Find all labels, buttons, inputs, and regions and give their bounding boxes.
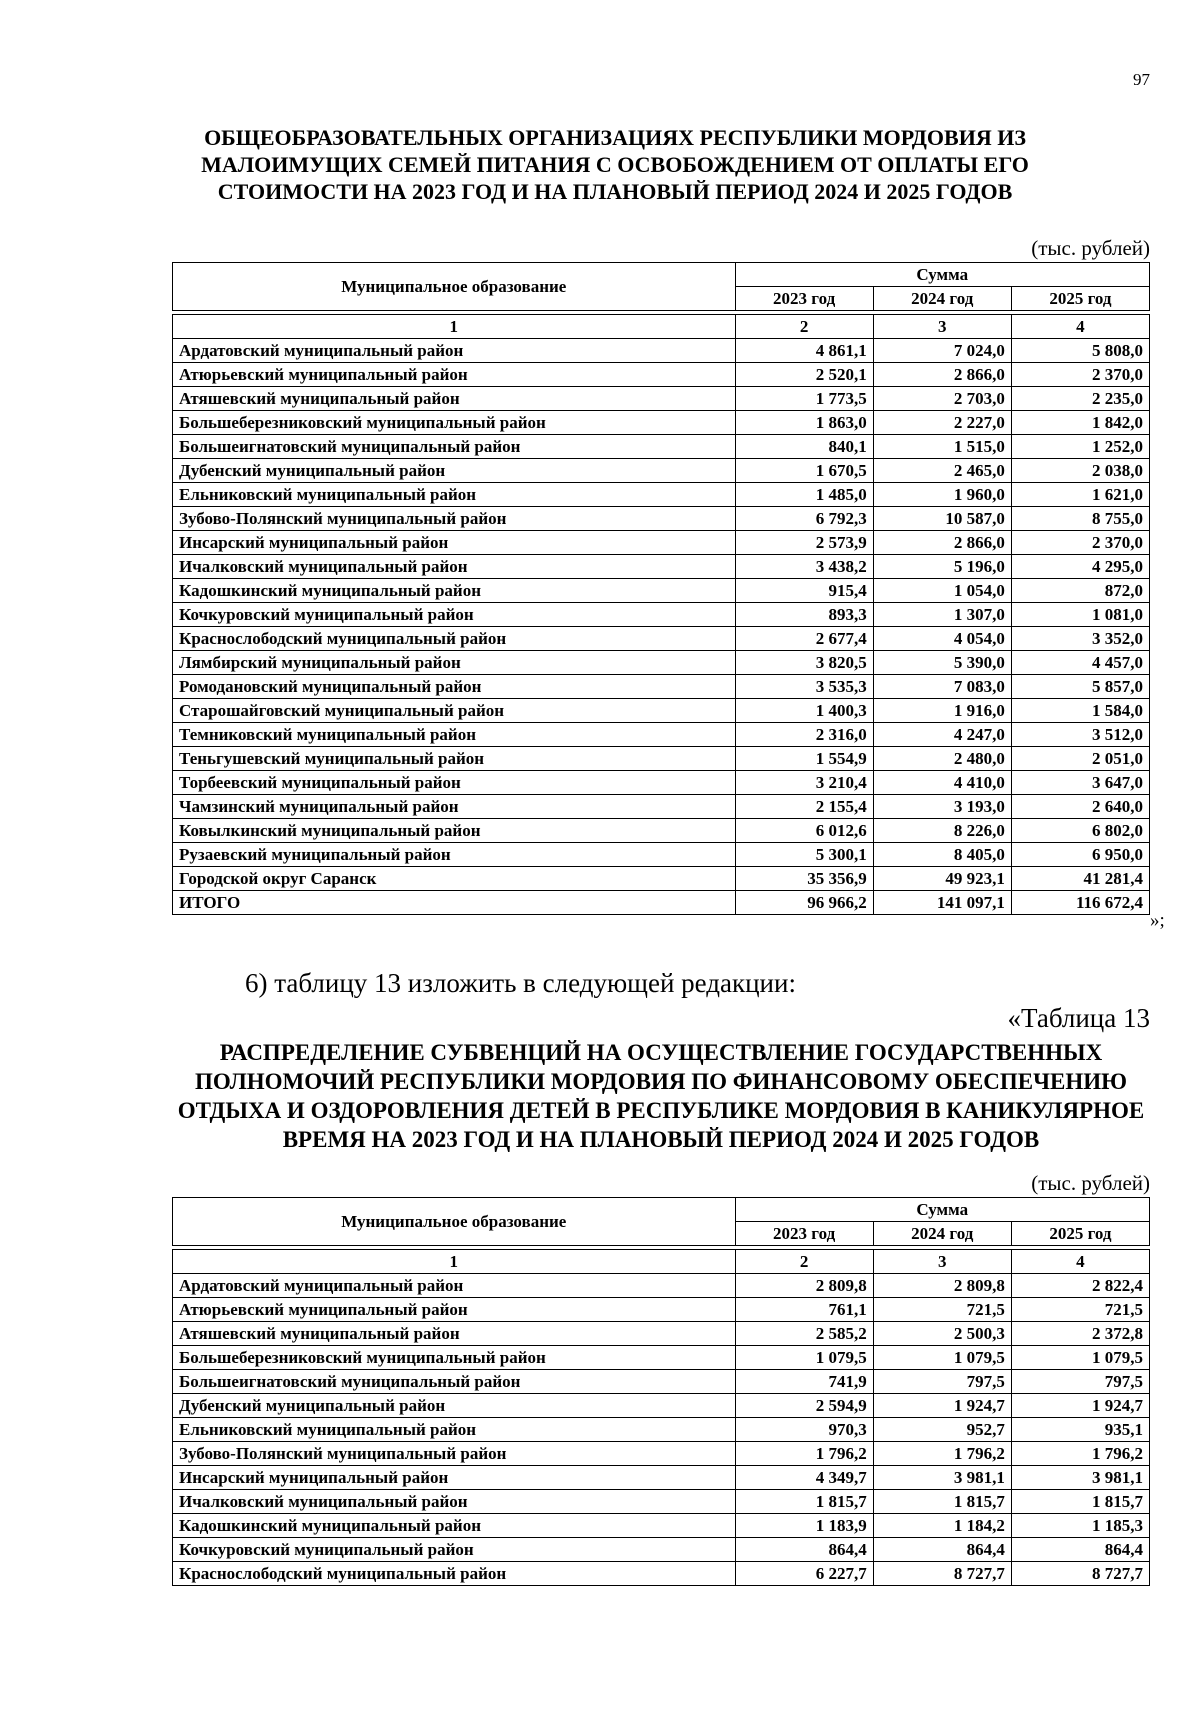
municipality-name: Атяшевский муниципальный район (173, 1322, 736, 1346)
value-2025: 2 370,0 (1011, 531, 1149, 555)
value-2024: 2 227,0 (873, 411, 1011, 435)
total-label: ИТОГО (173, 891, 736, 915)
value-2024: 4 410,0 (873, 771, 1011, 795)
value-2024: 864,4 (873, 1538, 1011, 1562)
value-2024: 2 500,3 (873, 1322, 1011, 1346)
value-2023: 5 300,1 (735, 843, 873, 867)
municipality-name: Инсарский муниципальный район (173, 531, 736, 555)
header-2024: 2024 год (873, 1222, 1011, 1246)
municipality-name: Чамзинский муниципальный район (173, 795, 736, 819)
table-row (173, 699, 1150, 723)
table-row (173, 603, 1150, 627)
value-2023: 2 594,9 (735, 1394, 873, 1418)
value-2023: 1 485,0 (735, 483, 873, 507)
value-2024: 5 390,0 (873, 651, 1011, 675)
table-row (173, 1322, 1150, 1346)
municipality-name: Торбеевский муниципальный район (173, 771, 736, 795)
header-2023: 2023 год (735, 1222, 873, 1246)
table-row (173, 1538, 1150, 1562)
value-2024: 3 193,0 (873, 795, 1011, 819)
value-2025: 1 621,0 (1011, 483, 1149, 507)
municipality-name: Темниковский муниципальный район (173, 723, 736, 747)
table-row (173, 411, 1150, 435)
municipality-name: Большеигнатовский муниципальный район (173, 1370, 736, 1394)
municipality-name: Кадошкинский муниципальный район (173, 579, 736, 603)
value-2024: 2 866,0 (873, 531, 1011, 555)
value-2024: 7 024,0 (873, 339, 1011, 363)
value-2023: 1 773,5 (735, 387, 873, 411)
value-2025: 2 235,0 (1011, 387, 1149, 411)
municipality-name: Атюрьевский муниципальный район (173, 1298, 736, 1322)
value-2024: 1 960,0 (873, 483, 1011, 507)
value-2023: 2 585,2 (735, 1322, 873, 1346)
value-2023: 1 670,5 (735, 459, 873, 483)
value-2025: 1 842,0 (1011, 411, 1149, 435)
value-2023: 840,1 (735, 435, 873, 459)
value-2024: 1 054,0 (873, 579, 1011, 603)
municipality-name: Атяшевский муниципальный район (173, 387, 736, 411)
value-2024: 49 923,1 (873, 867, 1011, 891)
municipality-name: Ромодановский муниципальный район (173, 675, 736, 699)
column-index: 2 (735, 315, 873, 339)
table-row (173, 819, 1150, 843)
table-row (173, 675, 1150, 699)
table-row (173, 459, 1150, 483)
value-2023: 864,4 (735, 1538, 873, 1562)
value-2025: 935,1 (1011, 1418, 1149, 1442)
value-2025: 1 079,5 (1011, 1346, 1149, 1370)
value-2024: 1 515,0 (873, 435, 1011, 459)
value-2023: 1 815,7 (735, 1490, 873, 1514)
value-2025: 6 950,0 (1011, 843, 1149, 867)
value-2023: 1 796,2 (735, 1442, 873, 1466)
value-2023: 35 356,9 (735, 867, 873, 891)
value-2024: 4 247,0 (873, 723, 1011, 747)
column-index: 4 (1011, 1250, 1149, 1274)
table1-title: ОБЩЕОБРАЗОВАТЕЛЬНЫХ ОРГАНИЗАЦИЯХ РЕСПУБЛИКИ МОРДОВИЯ ИЗ МАЛОИМУЩИХ СЕМЕЙ ПИТАНИЯ С ОСВОБОЖДЕНИЕМ ОТ ОПЛАТЫ ЕГО СТОИМОСТИ НА 2023 ГОД И НА ПЛАНОВЫЙ ПЕРИОД 2024 И 2025 ГОДОВ (201, 125, 1029, 204)
value-2025: 4 295,0 (1011, 555, 1149, 579)
value-2025: 2 051,0 (1011, 747, 1149, 771)
value-2025: 3 647,0 (1011, 771, 1149, 795)
header-2023: 2023 год (735, 287, 873, 311)
table2-label: «Таблица 13 (1007, 1003, 1150, 1033)
value-2025: 2 640,0 (1011, 795, 1149, 819)
municipality-name: Краснослободский муниципальный район (173, 1562, 736, 1586)
column-index: 3 (873, 315, 1011, 339)
value-2025: 3 512,0 (1011, 723, 1149, 747)
table-row (173, 1298, 1150, 1322)
table-row (173, 555, 1150, 579)
table-row (173, 1346, 1150, 1370)
column-index: 4 (1011, 315, 1149, 339)
value-2024: 1 184,2 (873, 1514, 1011, 1538)
table2 (172, 1197, 1150, 1586)
municipality-name: Большеберезниковский муниципальный район (173, 1346, 736, 1370)
municipality-name: Большеигнатовский муниципальный район (173, 435, 736, 459)
value-2025: 1 185,3 (1011, 1514, 1149, 1538)
header-municipality: Муниципальное образование (173, 1198, 736, 1246)
value-2025: 3 981,1 (1011, 1466, 1149, 1490)
value-2024: 10 587,0 (873, 507, 1011, 531)
table-row (173, 1370, 1150, 1394)
header-sum: Сумма (735, 263, 1149, 287)
value-2023: 6 227,7 (735, 1562, 873, 1586)
value-2024: 8 226,0 (873, 819, 1011, 843)
table1-unit: (тыс. рублей) (1031, 236, 1150, 260)
municipality-name: Ковылкинский муниципальный район (173, 819, 736, 843)
table-row (173, 363, 1150, 387)
municipality-name: Зубово-Полянский муниципальный район (173, 1442, 736, 1466)
table2-title: РАСПРЕДЕЛЕНИЕ СУБВЕНЦИЙ НА ОСУЩЕСТВЛЕНИЕ ГОСУДАРСТВЕННЫХ ПОЛНОМОЧИЙ РЕСПУБЛИКИ МОРДОВИЯ ПО ФИНАНСОВОМУ ОБЕСПЕЧЕНИЮ ОТДЫХА И ОЗДОРОВЛЕНИЯ ДЕТЕЙ В РЕСПУБЛИКЕ МОРДОВИЯ В КАНИКУЛЯРНОЕ ВРЕМЯ НА 2023 ГОД И НА ПЛАНОВЫЙ ПЕРИОД 2024 И 2025 ГОДОВ (177, 1040, 1145, 1152)
table-row (173, 771, 1150, 795)
value-2025: 797,5 (1011, 1370, 1149, 1394)
value-2025: 1 796,2 (1011, 1442, 1149, 1466)
value-2023: 2 677,4 (735, 627, 873, 651)
value-2023: 2 155,4 (735, 795, 873, 819)
table-row (173, 627, 1150, 651)
page-number: 97 (1133, 70, 1150, 89)
value-2023: 4 861,1 (735, 339, 873, 363)
table-row (173, 1490, 1150, 1514)
municipality-name: Ичалковский муниципальный район (173, 1490, 736, 1514)
value-2023: 741,9 (735, 1370, 873, 1394)
value-2025: 721,5 (1011, 1298, 1149, 1322)
value-2024: 8 405,0 (873, 843, 1011, 867)
value-2025: 5 857,0 (1011, 675, 1149, 699)
value-2024: 8 727,7 (873, 1562, 1011, 1586)
value-2024: 4 054,0 (873, 627, 1011, 651)
table-row (173, 531, 1150, 555)
total-2025: 116 672,4 (1011, 891, 1149, 915)
table-row (173, 747, 1150, 771)
table-row (173, 1466, 1150, 1490)
closing-quote: »; (1150, 910, 1165, 931)
header-2025: 2025 год (1011, 287, 1149, 311)
value-2024: 1 307,0 (873, 603, 1011, 627)
value-2025: 8 727,7 (1011, 1562, 1149, 1586)
value-2025: 1 815,7 (1011, 1490, 1149, 1514)
value-2024: 2 703,0 (873, 387, 1011, 411)
value-2025: 5 808,0 (1011, 339, 1149, 363)
table-row (173, 1514, 1150, 1538)
value-2024: 5 196,0 (873, 555, 1011, 579)
value-2023: 1 400,3 (735, 699, 873, 723)
table-row (173, 435, 1150, 459)
value-2023: 761,1 (735, 1298, 873, 1322)
value-2025: 6 802,0 (1011, 819, 1149, 843)
table1 (172, 262, 1150, 915)
value-2025: 2 822,4 (1011, 1274, 1149, 1298)
value-2023: 4 349,7 (735, 1466, 873, 1490)
value-2024: 721,5 (873, 1298, 1011, 1322)
value-2025: 872,0 (1011, 579, 1149, 603)
municipality-name: Теньгушевский муниципальный район (173, 747, 736, 771)
total-2024: 141 097,1 (873, 891, 1011, 915)
table-row (173, 339, 1150, 363)
value-2023: 2 809,8 (735, 1274, 873, 1298)
municipality-name: Кочкуровский муниципальный район (173, 603, 736, 627)
value-2024: 952,7 (873, 1418, 1011, 1442)
municipality-name: Большеберезниковский муниципальный район (173, 411, 736, 435)
municipality-name: Ардатовский муниципальный район (173, 339, 736, 363)
value-2024: 3 981,1 (873, 1466, 1011, 1490)
column-index-row (173, 1250, 1150, 1274)
total-2023: 96 966,2 (735, 891, 873, 915)
table-row (173, 483, 1150, 507)
value-2025: 2 038,0 (1011, 459, 1149, 483)
value-2024: 1 815,7 (873, 1490, 1011, 1514)
value-2025: 1 584,0 (1011, 699, 1149, 723)
municipality-name: Кадошкинский муниципальный район (173, 1514, 736, 1538)
value-2025: 1 252,0 (1011, 435, 1149, 459)
value-2025: 2 370,0 (1011, 363, 1149, 387)
value-2025: 864,4 (1011, 1538, 1149, 1562)
table-row (173, 1274, 1150, 1298)
header-2024: 2024 год (873, 287, 1011, 311)
total-row (173, 891, 1150, 915)
table2-unit: (тыс. рублей) (1031, 1171, 1150, 1195)
table-row (173, 723, 1150, 747)
municipality-name: Городской округ Саранск (173, 867, 736, 891)
column-index-row (173, 315, 1150, 339)
table-row (173, 507, 1150, 531)
value-2025: 4 457,0 (1011, 651, 1149, 675)
municipality-name: Ельниковский муниципальный район (173, 1418, 736, 1442)
municipality-name: Дубенский муниципальный район (173, 1394, 736, 1418)
instruction-text: 6) таблицу 13 изложить в следующей редакции: (245, 968, 796, 998)
table-row (173, 579, 1150, 603)
value-2023: 2 316,0 (735, 723, 873, 747)
value-2023: 970,3 (735, 1418, 873, 1442)
value-2025: 1 924,7 (1011, 1394, 1149, 1418)
table-row (173, 1394, 1150, 1418)
table-row (173, 795, 1150, 819)
table-row (173, 867, 1150, 891)
value-2024: 1 796,2 (873, 1442, 1011, 1466)
column-index: 1 (173, 315, 736, 339)
table-row (173, 651, 1150, 675)
municipality-name: Рузаевский муниципальный район (173, 843, 736, 867)
value-2025: 3 352,0 (1011, 627, 1149, 651)
municipality-name: Лямбирский муниципальный район (173, 651, 736, 675)
value-2023: 1 863,0 (735, 411, 873, 435)
value-2023: 3 210,4 (735, 771, 873, 795)
value-2023: 1 079,5 (735, 1346, 873, 1370)
municipality-name: Ельниковский муниципальный район (173, 483, 736, 507)
value-2025: 2 372,8 (1011, 1322, 1149, 1346)
municipality-name: Ичалковский муниципальный район (173, 555, 736, 579)
value-2024: 7 083,0 (873, 675, 1011, 699)
municipality-name: Дубенский муниципальный район (173, 459, 736, 483)
column-index: 3 (873, 1250, 1011, 1274)
value-2023: 3 438,2 (735, 555, 873, 579)
value-2024: 2 866,0 (873, 363, 1011, 387)
value-2025: 1 081,0 (1011, 603, 1149, 627)
header-municipality: Муниципальное образование (173, 263, 736, 311)
column-index: 1 (173, 1250, 736, 1274)
municipality-name: Ардатовский муниципальный район (173, 1274, 736, 1298)
value-2024: 2 809,8 (873, 1274, 1011, 1298)
value-2024: 1 924,7 (873, 1394, 1011, 1418)
value-2024: 2 480,0 (873, 747, 1011, 771)
value-2023: 915,4 (735, 579, 873, 603)
value-2025: 41 281,4 (1011, 867, 1149, 891)
value-2024: 1 916,0 (873, 699, 1011, 723)
table-row (173, 1418, 1150, 1442)
table-row (173, 387, 1150, 411)
value-2023: 3 535,3 (735, 675, 873, 699)
value-2023: 3 820,5 (735, 651, 873, 675)
municipality-name: Атюрьевский муниципальный район (173, 363, 736, 387)
value-2024: 1 079,5 (873, 1346, 1011, 1370)
municipality-name: Кочкуровский муниципальный район (173, 1538, 736, 1562)
municipality-name: Краснослободский муниципальный район (173, 627, 736, 651)
value-2024: 2 465,0 (873, 459, 1011, 483)
table-row (173, 843, 1150, 867)
value-2025: 8 755,0 (1011, 507, 1149, 531)
header-2025: 2025 год (1011, 1222, 1149, 1246)
value-2023: 1 183,9 (735, 1514, 873, 1538)
header-sum: Сумма (735, 1198, 1149, 1222)
municipality-name: Зубово-Полянский муниципальный район (173, 507, 736, 531)
value-2023: 893,3 (735, 603, 873, 627)
value-2023: 2 520,1 (735, 363, 873, 387)
value-2023: 6 792,3 (735, 507, 873, 531)
municipality-name: Старошайговский муниципальный район (173, 699, 736, 723)
table-row (173, 1442, 1150, 1466)
municipality-name: Инсарский муниципальный район (173, 1466, 736, 1490)
value-2023: 1 554,9 (735, 747, 873, 771)
value-2023: 2 573,9 (735, 531, 873, 555)
value-2023: 6 012,6 (735, 819, 873, 843)
table-row (173, 1562, 1150, 1586)
column-index: 2 (735, 1250, 873, 1274)
value-2024: 797,5 (873, 1370, 1011, 1394)
